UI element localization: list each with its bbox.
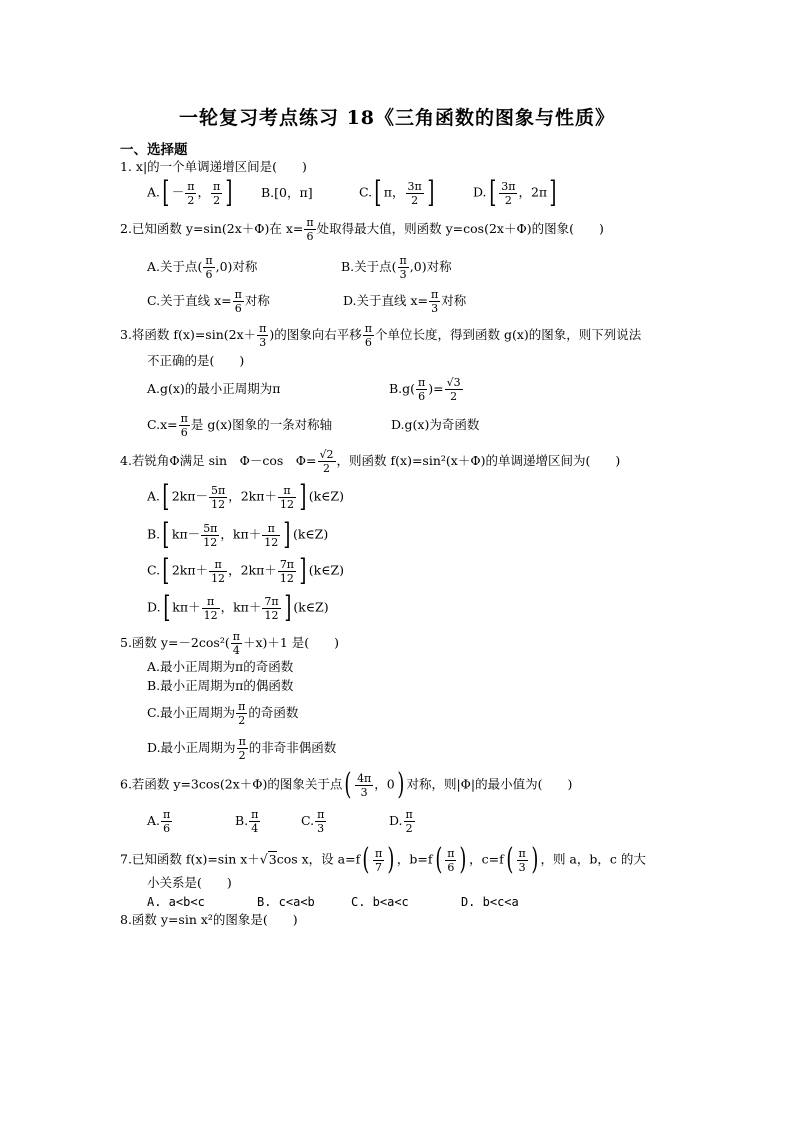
q6-option-c: C. $\frac{\pi}{3}$ — [300, 808, 325, 835]
question-3-options-ab — [147, 376, 464, 403]
question-2-options-cd — [147, 288, 466, 315]
question-3-options-cd — [147, 412, 479, 439]
q5-option-b: B.最小正周期为π的偶函数 — [147, 678, 294, 693]
question-6-stem: 6.若函数 y=3cos(2x＋Φ)的图象关于点( $\frac{4\pi}{3}$ ，0) 对称，则|Φ|的最小值为( ) — [120, 767, 573, 802]
q4-option-a: A.[ 2kπ－ $\frac{5\pi}{12}$ ，2kπ＋ $\frac{\pi}{12}$ ] (k∈Z) — [147, 479, 344, 514]
q7-option-b: B. c<a<b — [256, 895, 315, 909]
question-5-stem: 5.函数 y=－2cos²( $\frac{\pi}{4}$ ＋x)＋1 是( ) — [120, 630, 340, 657]
question-6-options — [147, 808, 416, 835]
q7-option-a: A. a<b<c — [147, 895, 205, 909]
q4-option-c: C.[ 2kπ＋ $\frac{\pi}{12}$ ，2kπ＋ $\frac{7\pi}{12}$ ] (k∈Z) — [147, 553, 345, 588]
question-3-stem: 3.将函数 f(x)=sin(2x＋ $\frac{\pi}{3}$ )的图象向右平移 $\frac{\pi}{6}$ 个单位长度，得到函数 g(x)的图象，则下列说法 — [120, 322, 642, 349]
q6-option-d: D. $\frac{\pi}{2}$ — [388, 808, 413, 835]
q2-option-d: D.关于直线 x= $\frac{\pi}{3}$ 对称 — [342, 288, 467, 315]
q3-option-d: D.g(x)为奇函数 — [390, 417, 480, 432]
q5-option-c: C.最小正周期为 $\frac{\pi}{2}$ 的奇函数 — [147, 700, 299, 727]
question-7-options — [147, 893, 519, 911]
question-3-stem-line2: 不正确的是( ) — [147, 353, 245, 368]
question-7-stem-line2: 小关系是( ) — [147, 875, 232, 890]
q2-option-b: B.关于点( $\frac{\pi}{3}$ ,0)对称 — [340, 254, 452, 281]
question-8-stem: 8.函数 y=sin x²的图象是( ) — [120, 912, 298, 927]
question-2-options-ab — [147, 254, 452, 281]
question-1-stem: 1. x|的一个单调递增区间是( ) — [120, 159, 307, 174]
q1-option-b: B.[0，π] — [260, 184, 313, 200]
q6-option-a: A. $\frac{\pi}{6}$ — [147, 808, 171, 835]
q4-option-d: D.[ kπ＋ $\frac{\pi}{12}$ ，kπ＋ $\frac{7\pi}{12}$ ] (k∈Z) — [147, 590, 329, 625]
q7-option-d: D. b<c<a — [460, 895, 519, 909]
question-4-stem: 4.若锐角Φ满足 sin Φ－cos Φ= $\frac{√2}{2}$ ，则函数 f(x)=sin²(x＋Φ)的单调递增区间为( ) — [120, 448, 621, 475]
question-2-stem: 2.已知函数 y=sin(2x＋Φ)在 x= $\frac{\pi}{6}$ 处取得最大值，则函数 y=cos(2x＋Φ)的图象( ) — [120, 216, 604, 243]
question-1-options — [147, 175, 559, 210]
q1-option-a: A.[ － $\frac{\pi}{2}$ ， $\frac{\pi}{2}$ ] — [147, 175, 233, 210]
q3-option-c: C.x= $\frac{\pi}{6}$ 是 g(x)图象的一条对称轴 — [147, 412, 333, 439]
q1-option-d: D.[ $\frac{3\pi}{2}$ ，2π] — [472, 175, 557, 210]
q6-option-b: B. $\frac{\pi}{4}$ — [234, 808, 259, 835]
page-title: 一轮复习考点练习 18《三角函数的图象与性质》 — [178, 107, 616, 129]
q5-option-a: A.最小正周期为π的奇函数 — [147, 659, 294, 674]
q1-option-c: C.[ π， $\frac{3\pi}{2}$ ] — [358, 175, 435, 210]
q2-option-c: C.关于直线 x= $\frac{\pi}{6}$ 对称 — [147, 288, 270, 315]
section-heading: 一、选择题 — [120, 142, 188, 158]
q2-option-a: A.关于点( $\frac{\pi}{6}$ ,0)对称 — [147, 254, 258, 281]
q5-option-d: D.最小正周期为 $\frac{\pi}{2}$ 的非奇非偶函数 — [147, 735, 337, 762]
question-7-stem: 7.已知函数 f(x)=sin x＋√3cos x，设 a=f( $\frac{\pi}{7}$ ) ，b=f( $\frac{\pi}{6}$ ) ，c=f( $\frac{\pi}{3}$ ) ，则 a，b，c 的大 — [120, 842, 646, 877]
q3-option-a: A.g(x)的最小正周期为π — [147, 381, 281, 396]
q7-option-c: C. b<a<c — [350, 895, 409, 909]
q3-option-b: B.g( $\frac{\pi}{6}$ )= $\frac{√3}{2}$ — [388, 376, 461, 403]
q4-option-b: B.[ kπ－ $\frac{5\pi}{12}$ ，kπ＋ $\frac{\pi}{12}$ ] (k∈Z) — [147, 517, 329, 552]
